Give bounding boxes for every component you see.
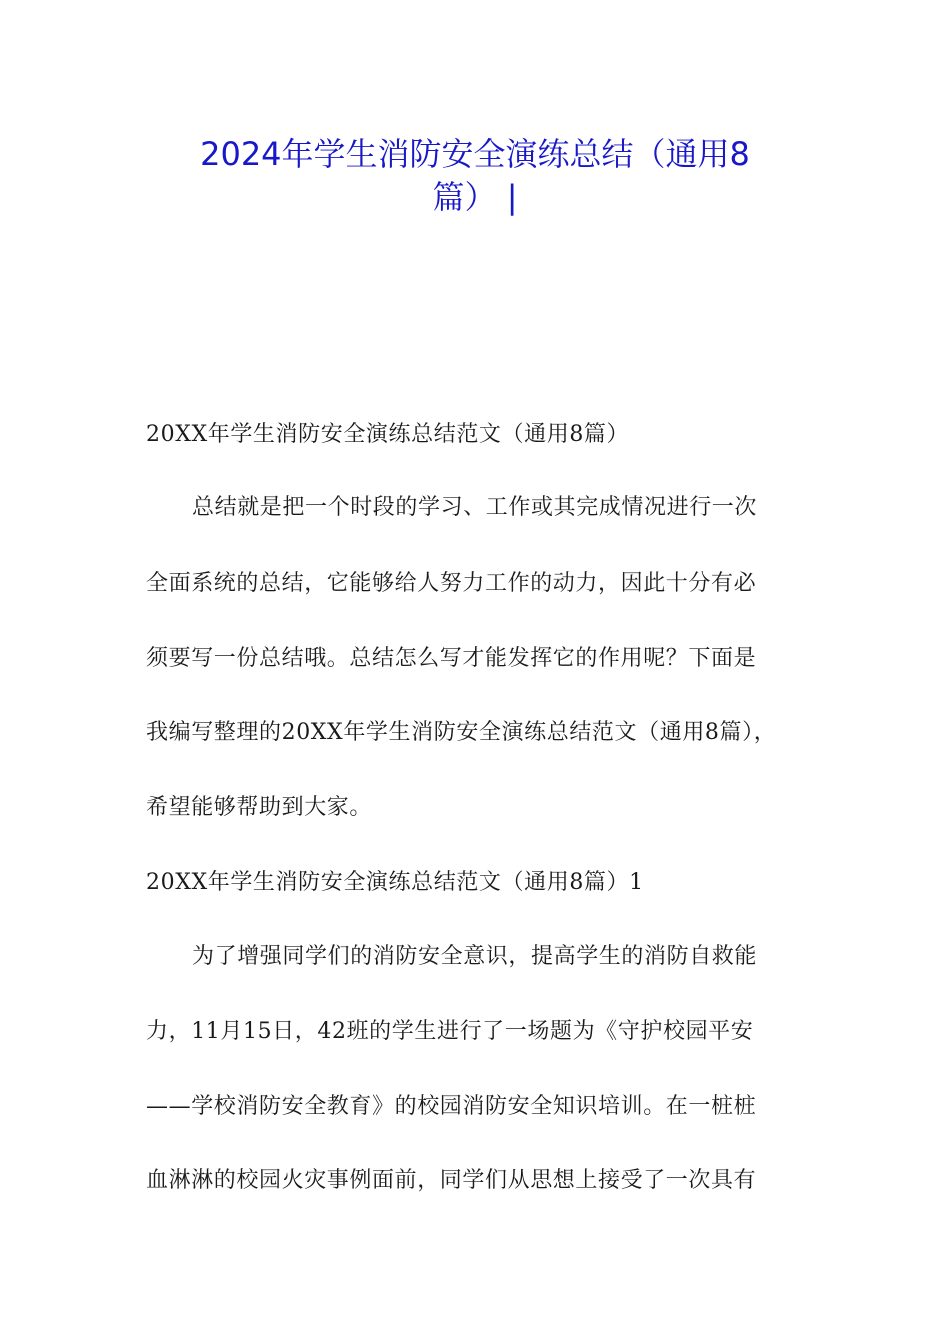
section-heading: 20XX年学生消防安全演练总结范文（通用8篇）1 [146, 870, 644, 895]
paragraph-line: ——学校消防安全教育》的校园消防安全知识培训。在一桩桩 [146, 1094, 757, 1119]
paragraph-line: 血淋淋的校园火灾事例面前，同学们从思想上接受了一次具有 [146, 1168, 757, 1193]
section-heading: 20XX年学生消防安全演练总结范文（通用8篇） [146, 422, 630, 447]
paragraph-line: 总结就是把一个时段的学习、工作或其完成情况进行一次 [192, 495, 758, 520]
document-title-line-1: 2024年学生消防安全演练总结（通用8 [200, 135, 750, 173]
paragraph-line: 须要写一份总结哦。总结怎么写才能发挥它的作用呢？下面是 [146, 646, 757, 671]
paragraph-line: 希望能够帮助到大家。 [146, 795, 373, 820]
paragraph-line: 力，11月15日，42班的学生进行了一场题为《守护校园平安 [146, 1019, 754, 1044]
paragraph-line: 我编写整理的20XX年学生消防安全演练总结范文（通用8篇）， [146, 720, 777, 745]
paragraph-line: 为了增强同学们的消防安全意识，提高学生的消防自救能 [192, 944, 758, 969]
document-title-line-2: 篇） | [432, 178, 518, 216]
paragraph-line: 全面系统的总结，它能够给人努力工作的动力，因此十分有必 [146, 571, 757, 596]
